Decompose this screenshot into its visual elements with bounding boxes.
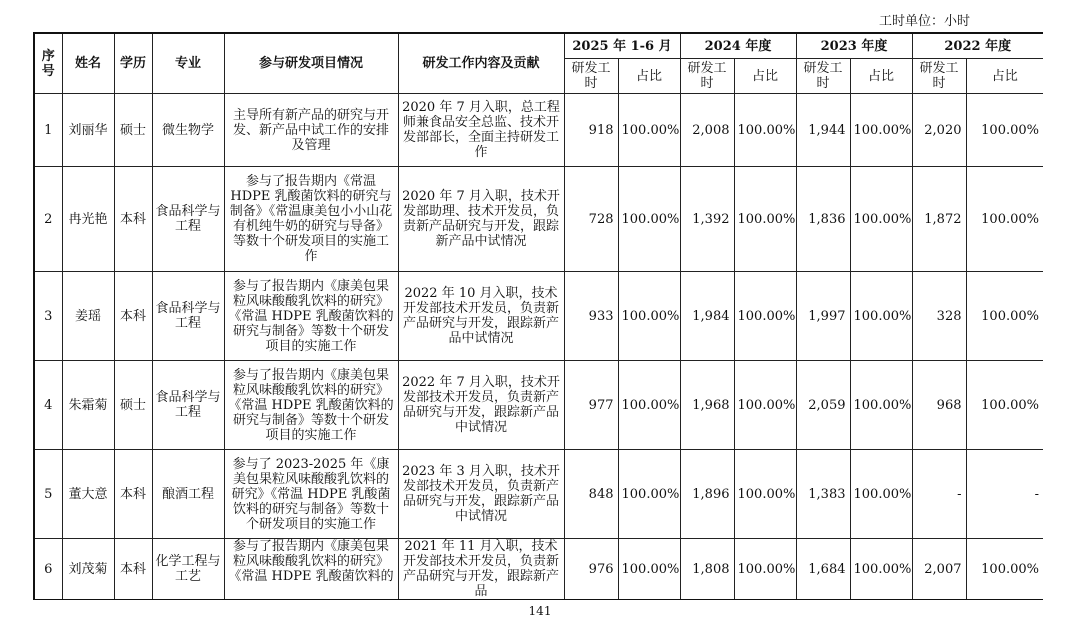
cell-ratio-2022: 100.00% bbox=[966, 539, 1043, 601]
cell-hours-2023: 1,997 bbox=[796, 272, 850, 361]
cell-name: 冉光艳 bbox=[62, 167, 114, 272]
cell-hours-2024: 1,808 bbox=[680, 539, 734, 601]
cell-ratio-2025h1: 100.00% bbox=[618, 539, 680, 601]
cell-hours-2023: 1,836 bbox=[796, 167, 850, 272]
cell-major: 食品科学与工程 bbox=[152, 272, 224, 361]
cell-ratio-2023: 100.00% bbox=[850, 94, 912, 167]
cell-hours-2022: 328 bbox=[912, 272, 966, 361]
cell-seq: 2 bbox=[34, 167, 62, 272]
cell-major: 酿酒工程 bbox=[152, 450, 224, 539]
header-hours-2023: 研发工时 bbox=[796, 59, 850, 94]
cell-ratio-2024: 100.00% bbox=[734, 539, 796, 601]
cell-hours-2024: 1,896 bbox=[680, 450, 734, 539]
cell-hours-2024: 1,392 bbox=[680, 167, 734, 272]
cell-ratio-2025h1: 100.00% bbox=[618, 361, 680, 450]
header-ratio-2022: 占比 bbox=[966, 59, 1043, 94]
cell-ratio-2024: 100.00% bbox=[734, 272, 796, 361]
cell-ratio-2023: 100.00% bbox=[850, 450, 912, 539]
cell-hours-2025h1: 918 bbox=[564, 94, 618, 167]
header-ratio-2025h1: 占比 bbox=[618, 59, 680, 94]
cell-ratio-2024: 100.00% bbox=[734, 167, 796, 272]
cell-hours-2025h1: 728 bbox=[564, 167, 618, 272]
table-row bbox=[34, 539, 1043, 601]
cell-ratio-2022: 100.00% bbox=[966, 167, 1043, 272]
cell-content: 2022 年 7 月入职，技术开发部技术开发员，负责新产品研究与开发，跟踪新产品中试情况 bbox=[398, 361, 564, 450]
cell-projects: 参与了报告期内《常温 HDPE 乳酸菌饮料的研究与制备》《常温康美包小小山花有机纯牛奶的研究与导备》等数十个研发项目的实施工作 bbox=[224, 167, 398, 272]
cell-projects: 参与了报告期内《康美包果粒风味酸酸乳饮料的研究》《常温 HDPE 乳酸菌饮料的研究与制备》等数十个研发项目的实施工作 bbox=[224, 361, 398, 450]
table-header bbox=[34, 33, 1043, 94]
cell-major: 食品科学与工程 bbox=[152, 361, 224, 450]
header-projects: 参与研发项目情况 bbox=[224, 33, 398, 94]
cell-name: 刘茂菊 bbox=[62, 539, 114, 601]
cell-content: 2020 年 7 月入职，总工程师兼食品安全总监、技术开发部部长，全面主持研发工作 bbox=[398, 94, 564, 167]
unit-note: 工时单位：小时 bbox=[878, 14, 970, 29]
cell-hours-2022: 968 bbox=[912, 361, 966, 450]
header-period-2024: 2024 年度 bbox=[680, 33, 796, 59]
cell-edu: 本科 bbox=[114, 167, 152, 272]
cell-hours-2023: 2,059 bbox=[796, 361, 850, 450]
header-hours-2025h1: 研发工时 bbox=[564, 59, 618, 94]
header-name: 姓名 bbox=[62, 33, 114, 94]
cell-name: 姜瑶 bbox=[62, 272, 114, 361]
table-row bbox=[34, 272, 1043, 361]
cell-major: 微生物学 bbox=[152, 94, 224, 167]
rd-personnel-table bbox=[33, 32, 1043, 600]
cell-seq: 6 bbox=[34, 539, 62, 601]
cell-ratio-2025h1: 100.00% bbox=[618, 167, 680, 272]
table-row bbox=[34, 167, 1043, 272]
cell-content: 2021 年 11 月入职，技术开发部技术开发员，负责新产品研究与开发，跟踪新产品 bbox=[398, 539, 564, 601]
cell-ratio-2023: 100.00% bbox=[850, 272, 912, 361]
cell-content: 2023 年 3 月入职，技术开发部技术开发员，负责新产品研究与开发，跟踪新产品中试情况 bbox=[398, 450, 564, 539]
header-major: 专业 bbox=[152, 33, 224, 94]
cell-hours-2022: 2,007 bbox=[912, 539, 966, 601]
cell-ratio-2022: 100.00% bbox=[966, 272, 1043, 361]
cell-name: 朱霜菊 bbox=[62, 361, 114, 450]
header-period-2022: 2022 年度 bbox=[912, 33, 1043, 59]
cell-ratio-2022: 100.00% bbox=[966, 361, 1043, 450]
cell-name: 董大意 bbox=[62, 450, 114, 539]
cell-projects: 参与了报告期内《康美包果粒风味酸酸乳饮料的研究》《常温 HDPE 乳酸菌饮料的研究与制备》等数十个研发项目的实施工作 bbox=[224, 272, 398, 361]
cell-ratio-2024: 100.00% bbox=[734, 450, 796, 539]
header-period-2025h1: 2025 年 1-6 月 bbox=[564, 33, 680, 59]
cell-projects: 参与了 2023-2025 年《康美包果粒风味酸酸乳饮料的研究》《常温 HDPE 乳酸菌饮料的研究与制备》等数十个研发项目的实施工作 bbox=[224, 450, 398, 539]
cell-ratio-2024: 100.00% bbox=[734, 94, 796, 167]
cell-hours-2022: 2,020 bbox=[912, 94, 966, 167]
cell-ratio-2025h1: 100.00% bbox=[618, 272, 680, 361]
cell-ratio-2025h1: 100.00% bbox=[618, 450, 680, 539]
cell-hours-2024: 1,984 bbox=[680, 272, 734, 361]
cell-projects: 主导所有新产品的研究与开发、新产品中试工作的安排及管理 bbox=[224, 94, 398, 167]
cell-ratio-2024: 100.00% bbox=[734, 361, 796, 450]
table-row bbox=[34, 94, 1043, 167]
cell-seq: 1 bbox=[34, 94, 62, 167]
cell-hours-2025h1: 933 bbox=[564, 272, 618, 361]
header-edu: 学历 bbox=[114, 33, 152, 94]
cell-projects: 参与了报告期内《康美包果粒风味酸酸乳饮料的研究》《常温 HDPE 乳酸菌饮料的 bbox=[224, 539, 398, 601]
cell-major: 化学工程与工艺 bbox=[152, 539, 224, 601]
header-content: 研发工作内容及贡献 bbox=[398, 33, 564, 94]
cell-edu: 本科 bbox=[114, 539, 152, 601]
cell-ratio-2023: 100.00% bbox=[850, 361, 912, 450]
cell-edu: 硕士 bbox=[114, 94, 152, 167]
cell-hours-2022: 1,872 bbox=[912, 167, 966, 272]
cell-hours-2023: 1,684 bbox=[796, 539, 850, 601]
table-body bbox=[34, 94, 1043, 601]
cell-ratio-2022: - bbox=[966, 450, 1043, 539]
cell-major: 食品科学与工程 bbox=[152, 167, 224, 272]
table-row bbox=[34, 450, 1043, 539]
cell-name: 刘丽华 bbox=[62, 94, 114, 167]
cell-ratio-2022: 100.00% bbox=[966, 94, 1043, 167]
cell-ratio-2025h1: 100.00% bbox=[618, 94, 680, 167]
cell-hours-2022: - bbox=[912, 450, 966, 539]
cell-hours-2025h1: 977 bbox=[564, 361, 618, 450]
cell-hours-2024: 1,968 bbox=[680, 361, 734, 450]
header-ratio-2024: 占比 bbox=[734, 59, 796, 94]
page-number: 141 bbox=[528, 604, 552, 618]
cell-content: 2022 年 10 月入职，技术开发部技术开发员，负责新产品研究与开发，跟踪新产品中试情况 bbox=[398, 272, 564, 361]
cell-ratio-2023: 100.00% bbox=[850, 539, 912, 601]
cell-hours-2025h1: 976 bbox=[564, 539, 618, 601]
header-hours-2024: 研发工时 bbox=[680, 59, 734, 94]
table-row bbox=[34, 361, 1043, 450]
cell-hours-2024: 2,008 bbox=[680, 94, 734, 167]
cell-hours-2023: 1,383 bbox=[796, 450, 850, 539]
cell-edu: 硕士 bbox=[114, 361, 152, 450]
cell-hours-2023: 1,944 bbox=[796, 94, 850, 167]
cell-hours-2025h1: 848 bbox=[564, 450, 618, 539]
rd-personnel-table-wrap bbox=[33, 32, 1043, 600]
header-hours-2022: 研发工时 bbox=[912, 59, 966, 94]
cell-seq: 3 bbox=[34, 272, 62, 361]
cell-ratio-2023: 100.00% bbox=[850, 167, 912, 272]
header-seq: 序号 bbox=[34, 33, 62, 94]
cell-edu: 本科 bbox=[114, 450, 152, 539]
header-ratio-2023: 占比 bbox=[850, 59, 912, 94]
cell-content: 2020 年 7 月入职，技术开发部助理、技术开发员，负责新产品研究与开发，跟踪新产品中试情况 bbox=[398, 167, 564, 272]
cell-edu: 本科 bbox=[114, 272, 152, 361]
cell-seq: 5 bbox=[34, 450, 62, 539]
cell-seq: 4 bbox=[34, 361, 62, 450]
header-period-2023: 2023 年度 bbox=[796, 33, 912, 59]
